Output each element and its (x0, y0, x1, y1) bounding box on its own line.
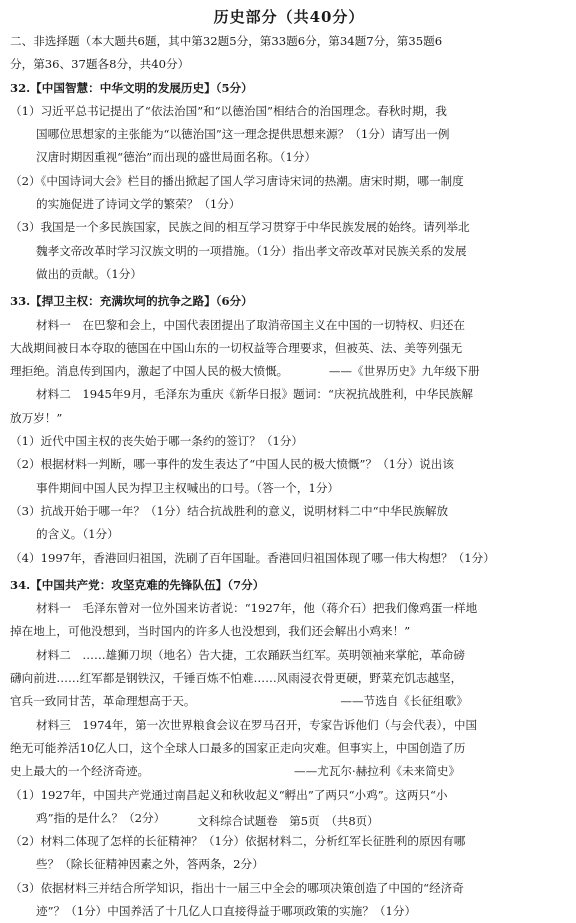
question-32-line: 汉唐时期因重视“德治”而出现的盛世局面名称。（1分） (36, 150, 317, 165)
question-34-material-1: 掉在地上，可他没想到，当时国内的许多人也没想到，我们还会解出小鸡来！” (10, 624, 411, 639)
question-32-line: 做出的贡献。（1分） (36, 266, 142, 281)
question-34-line: 鸡”指的是什么？（2分） (36, 810, 166, 825)
question-32-heading: 32.【中国智慧：中华文明的发展历史】（5分） (10, 80, 253, 95)
question-34-material-3: 绝无可能养活10亿人口，这个全球人口最多的国家正走向灾难。但事实上，中国创造了历 (10, 740, 466, 755)
question-34-material-2: 材料二 ……雄狮刀坝（地名）告大捷，工农踊跃当红军。英明领袖来掌舵，革命磅 (36, 647, 465, 662)
question-34-material-2: 官兵一致同甘苦，革命理想高于天。 ——节选自《长征组歌》 (10, 694, 468, 709)
question-33-line: （2）根据材料一判断，哪一事件的发生表达了“中国人民的极大愤慨”？（1分）说出该 (10, 457, 454, 472)
question-33-material-1: 大战期间被日本夺取的德国在中国山东的一切权益等合理要求，但被英、法、美等列强无 (10, 340, 463, 355)
question-33-line: （1）近代中国主权的丧失始于哪一条约的签订？（1分） (10, 434, 304, 449)
question-34-material-3: 史上最大的一个经济奇迹。 ——尤瓦尔·赫拉利《未来简史》 (10, 764, 461, 779)
question-34-line: （1）1927年，中国共产党通过南昌起义和秋收起义“孵出”了两只“小鸡”。这两只“小 (10, 787, 448, 802)
question-33-line: 事件期间中国人民为捍卫主权喊出的口号。（答一个，1分） (36, 480, 340, 495)
question-33-material-1: 材料一 在巴黎和会上，中国代表团提出了取消帝国主义在中国的一切特权、归还在 (36, 317, 465, 332)
question-34-line: （3）依据材料三并结合所学知识，指出十一届三中全会的哪项决策创造了中国的“经济奇 (10, 880, 464, 895)
question-33-material-1: 理拒绝。消息传到国内，激起了中国人民的极大愤慨。 ——《世界历史》九年级下册 (10, 364, 480, 379)
question-34-material-2: 礴向前进……红军都是钢铁汉，千锤百炼不怕难……风雨浸衣骨更硬，野菜充饥志越坚， (10, 671, 463, 686)
question-34-line: （2）材料二体现了怎样的长征精神？（1分）依据材料二，分析红军长征胜利的原因有哪 (10, 834, 466, 849)
question-32-line: 的实施促进了诗词文学的繁荣？（1分） (36, 197, 241, 212)
question-33-line: 的含义。（1分） (36, 527, 119, 542)
question-33-line: （3）抗战开始于哪一年？（1分）结合抗战胜利的意义，说明材料二中“中华民族解放 (10, 503, 449, 518)
question-34-material-1: 材料一 毛泽东曾对一位外国来访者说：“1927年，他（蒋介石）把我们像鸡蛋一样地 (36, 601, 478, 616)
section-intro-line: 二、非选择题（本大题共6题，其中第32题5分，第33题6分，第34题7分，第35题6 (10, 34, 443, 48)
question-34-heading: 34.【中国共产党：攻坚克难的先锋队伍】（7分） (10, 577, 265, 592)
question-32-line: 魏孝文帝改革时学习汉族文明的一项措施。（1分）指出孝文帝改革对民族关系的发展 (36, 243, 467, 258)
question-33-material-2: 材料二 1945年9月，毛泽东为重庆《新华日报》题词：“庆祝抗战胜利，中华民族解 (36, 387, 473, 402)
question-34-line: 些？（除长征精神因素之外，答两条，2分） (36, 857, 264, 872)
question-32-line: （3）我国是一个多民族国家，民族之间的相互学习贯穿于中华民族发展的始终。请列举北 (10, 220, 470, 235)
section-title: 历史部分（共40分） (213, 8, 365, 26)
question-32-line: （1）习近平总书记提出了“依法治国”和“以德治国”相结合的治国理念。春秋时期，我 (10, 103, 447, 118)
page-footer: 文科综合试题卷 第5页 （共8页） (197, 814, 379, 828)
exam-page (10, 6, 568, 923)
section-intro-line: 分，第36、37题各8分，共40分） (10, 57, 190, 72)
question-33-heading: 33.【捍卫主权：充满坎坷的抗争之路】（6分） (10, 294, 253, 309)
question-32-line: （2）《中国诗词大会》栏目的播出掀起了国人学习唐诗宋词的热潮。唐宋时期，哪一制度 (10, 173, 464, 188)
question-34-material-3: 材料三 1974年，第一次世界粮食会议在罗马召开，专家告诉他们（与会代表），中国 (36, 717, 478, 732)
question-33-material-2: 放万岁！” (10, 410, 63, 425)
question-32-line: 国哪位思想家的主张能为“以德治国”这一理念提供思想来源？（1分）请写出一例 (36, 127, 450, 142)
question-33-line: （4）1997年，香港回归祖国，洗刷了百年国耻。香港回归祖国体现了哪一伟大构想？（1分） (10, 550, 495, 565)
question-34-line: 迹”？（1分）中国养活了十几亿人口直接得益于哪项政策的实施？（1分） (36, 903, 417, 918)
